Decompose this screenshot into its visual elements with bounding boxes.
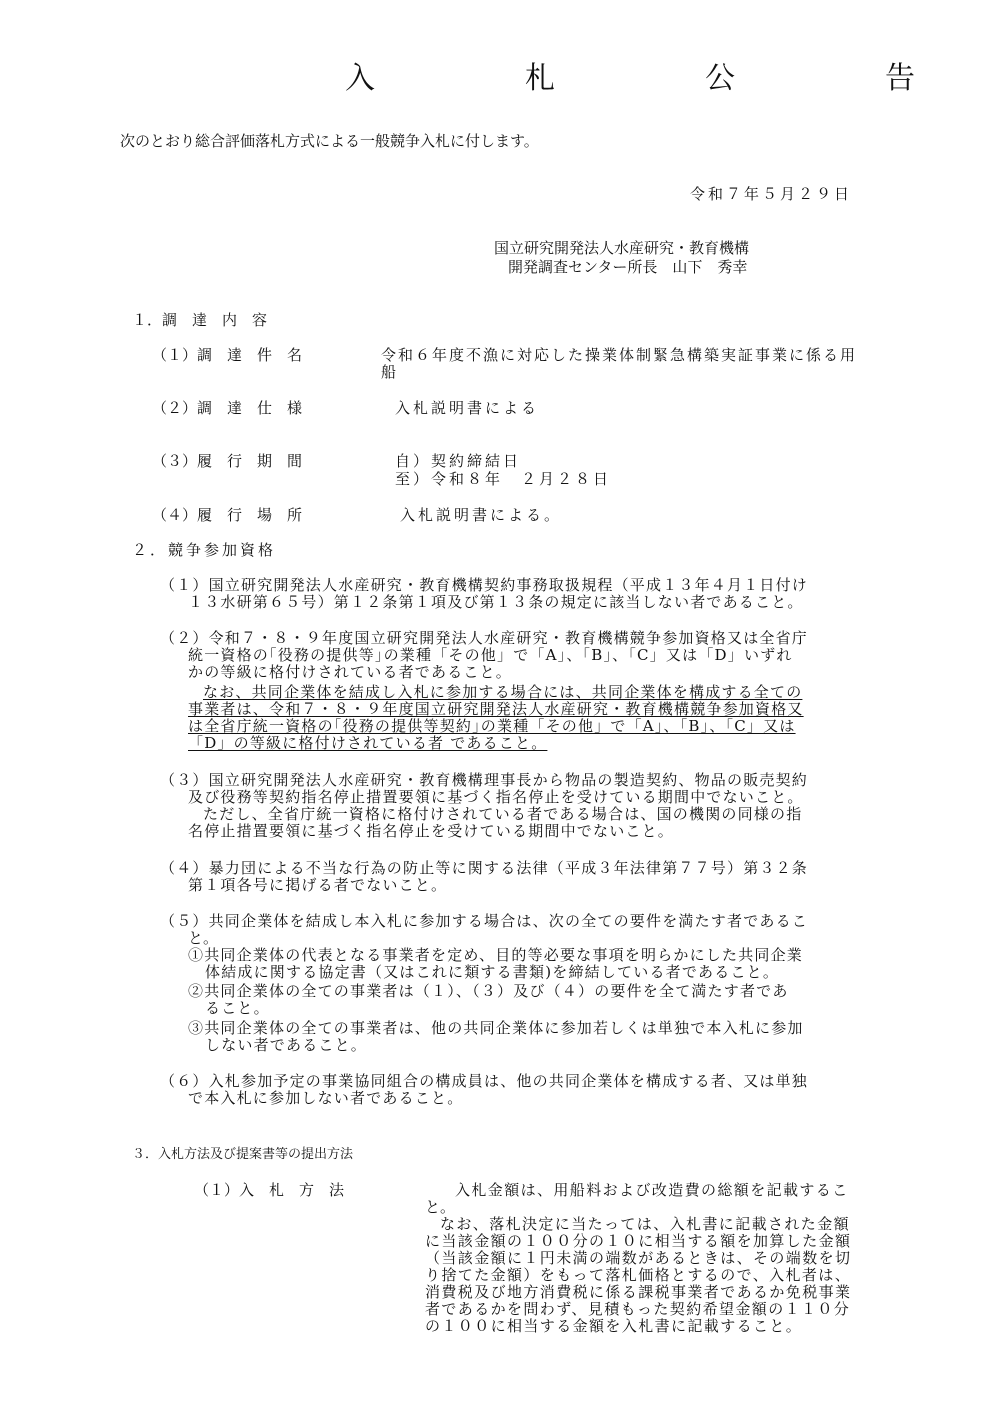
qualification-1-line2: １３水研第６５号）第１２条第１項及び第１３条の規定に該当しない者であること。 (188, 593, 804, 611)
performance-period-end: 至）令和８年 ２月２８日 (395, 470, 612, 488)
issue-date: 令和７年５月２９日 (690, 185, 853, 203)
qualification-5-line1: （５）共同企業体を結成し本入札に参加する場合は、次の全ての要件を満たす者であるこ (160, 912, 809, 930)
joint-venture-req-3-line1: ③共同企業体の全ての事業者は、他の共同企業体に参加若しくは単独で本入札に参加 (188, 1019, 804, 1037)
performance-period-label: （３）履 行 期 間 (152, 452, 303, 470)
bidding-method-line6: り捨てた金額）をもって落札価格とするので、入札者は、 (425, 1266, 852, 1284)
bidding-method-label: （１）入 札 方 法 (194, 1181, 345, 1199)
intro-text: 次のとおり総合評価落札方式による一般競争入札に付します。 (120, 132, 539, 150)
joint-venture-req-1-line2: 体結成に関する協定書（又はこれに類する書類)を締結している者であること。 (205, 963, 780, 981)
bidding-method-line7: 消費税及び地方消費税に係る課税事業者であるか免税事業 (425, 1283, 852, 1301)
qualification-2-note-line3: は全省庁統一資格の｢役務の提供等契約｣の業種「その他」で「A」、「B」、「C」又は (188, 717, 796, 735)
document-title: 入 札 公 告 (345, 61, 975, 96)
issuer-name: 開発調査センター所長 山下 秀幸 (508, 258, 748, 276)
qualification-5-line2: と。 (188, 929, 219, 947)
qualification-3-line3: ただし、全省庁統一資格に格付けされている者である場合は、国の機関の同様の指 (203, 805, 803, 823)
qualification-2-note-line2: 事業者は、令和７・８・９年度国立研究開発法人水産研究・教育機構競争参加資格又 (188, 700, 804, 718)
qualification-2-line3: かの等級に格付けされている者であること。 (188, 663, 513, 681)
section3-heading-text: ３．入札方法及び提案書等の提出方法 (132, 1147, 354, 1162)
bidding-method-line3: なお、落札決定に当たっては、入札書に記載された金額 (440, 1215, 851, 1233)
qualification-1-line1: （１）国立研究開発法人水産研究・教育機構契約事務取扱規程（平成１３年４月１日付け (160, 576, 809, 594)
joint-venture-req-3-line2: しない者であること。 (205, 1036, 368, 1054)
qualification-6-line1: （６）入札参加予定の事業協同組合の構成員は、他の共同企業体を構成する者、又は単独 (160, 1072, 809, 1090)
bidding-method-line5: （当該金額に１円未満の端数があるときは、その端数を切 (425, 1249, 852, 1267)
qualification-2-line1: （２）令和７・８・９年度国立研究開発法人水産研究・教育機構競争参加資格又は全省庁 (160, 629, 809, 647)
qualification-3-line1: （３）国立研究開発法人水産研究・教育機構理事長から物品の製造契約、物品の販売契約 (160, 771, 809, 789)
joint-venture-req-1-line1: ①共同企業体の代表となる事業者を定め、目的等必要な事項を明らかにした共同企業 (188, 946, 804, 964)
performance-place-label: （４）履 行 場 所 (152, 506, 303, 524)
procurement-spec-value: 入札説明書による (395, 399, 540, 417)
qualification-2-note-line4: 「D」の等級に格付けされている者 であること。 (188, 734, 548, 752)
procurement-name-label: （１）調 達 件 名 (152, 346, 303, 364)
qualification-6-line2: で本入札に参加しない者であること。 (188, 1089, 464, 1107)
joint-venture-req-2-line1: ②共同企業体の全ての事業者は（１）、（３）及び（４）の要件を全て満たす者であ (188, 982, 789, 1000)
procurement-name-value-cont: 船 (381, 363, 397, 381)
joint-venture-req-2-line2: ること。 (205, 999, 270, 1017)
bidding-method-line1: 入札金額は、用船料および改造費の総額を記載するこ (455, 1181, 849, 1199)
section1-heading: １．調 達 内 容 (132, 311, 268, 329)
issuer-organization: 国立研究開発法人水産研究・教育機構 (494, 239, 750, 257)
qualification-4-line2: 第１項各号に掲げる者でないこと。 (188, 876, 448, 894)
bidding-method-line8: 者であるかを問わず、見積もった契約希望金額の１１０分 (425, 1300, 851, 1318)
section2-heading: ２．競争参加資格 (132, 541, 277, 559)
qualification-4-line1: （４）暴力団による不当な行為の防止等に関する法律（平成３年法律第７７号）第３２条 (160, 859, 809, 877)
procurement-spec-label: （２）調 達 仕 様 (152, 399, 303, 417)
qualification-2-line2: 統一資格の｢役務の提供等｣の業種「その他」で「A」、「B」、「C」又は「D」いずれ (188, 646, 793, 664)
performance-place-value: 入札説明書による。 (400, 506, 563, 524)
procurement-name-value: 令和６年度不漁に対応した操業体制緊急構築実証事業に係る用 (381, 346, 858, 364)
section3-heading (132, 1145, 353, 1163)
qualification-3-line2: 及び役務等契約指名停止措置要領に基づく指名停止を受けている期間中でないこと。 (188, 788, 804, 806)
bidding-method-line4: に当該金額の１００分の１０に相当する額を加算した金額 (425, 1232, 852, 1250)
bidding-method-line9: の１００に相当する金額を入札書に記載すること。 (425, 1317, 803, 1335)
performance-period-start: 自）契約締結日 (395, 452, 522, 470)
qualification-2-note-line1: なお、共同企業体を結成し入札に参加する場合には、共同企業体を構成する全ての (203, 683, 803, 701)
bidding-method-line2: と。 (425, 1198, 456, 1216)
qualification-3-line4: 名停止措置要領に基づく指名停止を受けている期間中でないこと。 (188, 822, 675, 840)
